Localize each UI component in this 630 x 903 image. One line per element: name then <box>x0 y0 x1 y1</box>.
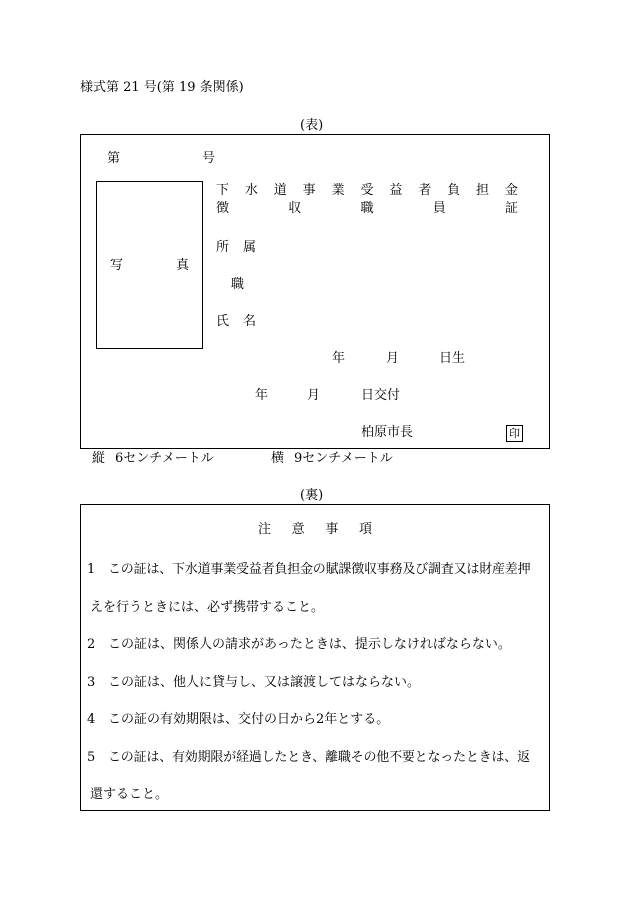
title-char: 負 <box>447 183 461 198</box>
front-heading: (表) <box>300 118 324 133</box>
photo-char: 真 <box>175 258 189 273</box>
title-char: 担 <box>476 183 490 198</box>
issuer-label: 柏原市長 <box>361 425 414 440</box>
title-char: 職 <box>360 201 374 216</box>
position-label: 職 <box>231 277 245 292</box>
label-char: 所 <box>216 240 230 255</box>
size-height-label: 縦 <box>92 451 106 466</box>
label-char: 属 <box>242 240 256 255</box>
title-char: 下 <box>216 183 230 198</box>
title-char: 員 <box>432 201 446 216</box>
size-width-label: 横 <box>271 451 285 466</box>
notes-title-char: 事 <box>325 522 339 537</box>
note-text: この証は、他人に貸与し、又は譲渡してはならない。 <box>108 675 421 690</box>
birth-month-label: 月 <box>386 351 400 366</box>
title-char: 業 <box>331 183 345 198</box>
title-char: 徴 <box>216 201 230 216</box>
note-number: 3 <box>87 675 96 690</box>
label-char: 名 <box>242 314 256 329</box>
note-text-continued: えを行うときには、必ず携帯すること。 <box>90 600 325 615</box>
note-text: この証の有効期限は、交付の日から2年とする。 <box>108 712 390 727</box>
note-number: 5 <box>87 750 96 765</box>
title-char: 水 <box>244 183 258 198</box>
seal-mark: 印 <box>506 425 523 442</box>
birth-year-label: 年 <box>332 351 346 366</box>
number-char: 第 <box>107 151 121 166</box>
title-char: 益 <box>389 183 403 198</box>
card-title-line2 <box>216 201 518 217</box>
title-char: 受 <box>360 183 374 198</box>
issue-day-label: 日交付 <box>361 388 401 403</box>
title-char: 金 <box>504 183 518 198</box>
title-char: 収 <box>288 201 302 216</box>
note-text-continued: 還すること。 <box>90 787 169 802</box>
issue-year-label: 年 <box>255 388 269 403</box>
photo-box <box>96 181 203 349</box>
back-card <box>80 504 550 811</box>
certificate-number-label <box>107 151 215 167</box>
front-card <box>80 134 550 449</box>
note-text: この証は、有効期限が経過したとき、離職その他不要となったときは、返 <box>108 750 530 765</box>
notes-title <box>258 522 372 538</box>
notes-title-char: 意 <box>291 522 305 537</box>
note-number: 2 <box>87 637 96 652</box>
name-label <box>216 314 256 330</box>
notes-title-char: 項 <box>358 522 372 537</box>
photo-char: 写 <box>110 258 124 273</box>
title-char: 者 <box>418 183 432 198</box>
size-width-note <box>271 451 393 467</box>
back-heading: (裏) <box>300 488 324 503</box>
size-width-value: 9センチメートル <box>294 451 393 466</box>
label-char: 氏 <box>216 314 230 329</box>
photo-label <box>110 258 189 274</box>
title-char: 証 <box>504 201 518 216</box>
note-text: この証は、関係人の請求があったときは、提示しなければならない。 <box>108 637 511 652</box>
size-height-value: 6センチメートル <box>115 451 214 466</box>
size-height-note <box>92 451 214 467</box>
affiliation-label <box>216 240 256 256</box>
title-char: 道 <box>273 183 287 198</box>
issue-month-label: 月 <box>307 388 321 403</box>
title-char: 事 <box>302 183 316 198</box>
number-char: 号 <box>201 151 215 166</box>
notes-title-char: 注 <box>258 522 272 537</box>
note-number: 4 <box>87 712 96 727</box>
birth-day-label: 日生 <box>439 351 466 366</box>
note-number: 1 <box>87 562 96 577</box>
note-text: この証は、下水道事業受益者負担金の賦課徴収事務及び調査又は財産差押 <box>108 562 531 577</box>
form-number-label: 様式第 21 号(第 19 条関係) <box>80 80 244 95</box>
card-title-line1 <box>216 183 518 199</box>
